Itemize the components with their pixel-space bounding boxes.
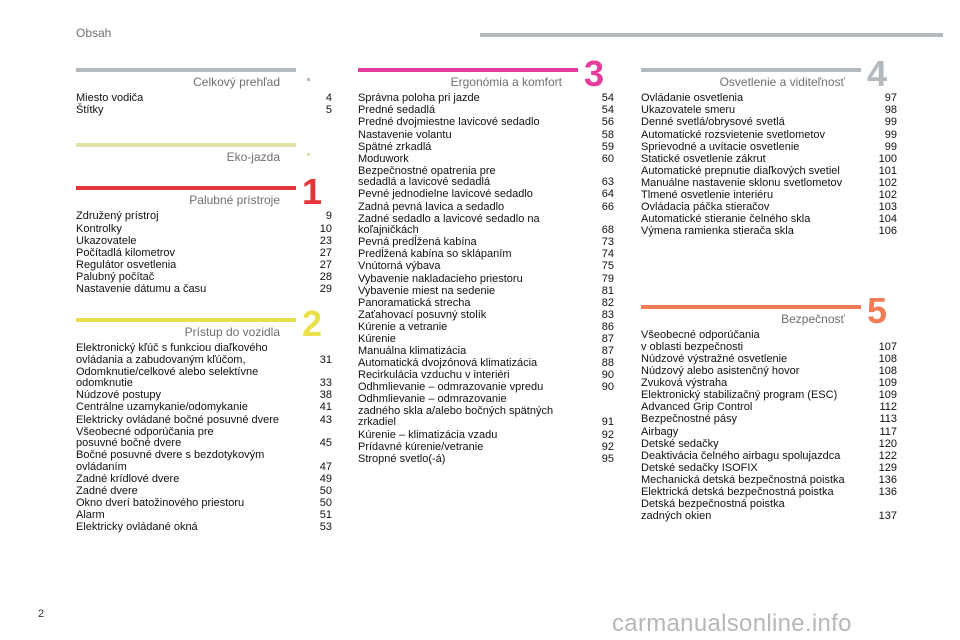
toc-entry-list — [641, 93, 897, 238]
toc-entry[interactable] — [358, 129, 614, 141]
toc-entry[interactable] — [641, 214, 897, 226]
toc-entry-page: 28 — [319, 270, 332, 283]
toc-entry[interactable] — [641, 166, 897, 178]
toc-entry[interactable] — [76, 284, 332, 296]
toc-entry[interactable] — [641, 414, 897, 426]
toc-entry[interactable] — [358, 370, 614, 382]
toc-entry[interactable] — [76, 235, 332, 247]
toc-entry[interactable] — [358, 153, 614, 165]
toc-entry-page: 122 — [878, 449, 897, 462]
toc-entry[interactable] — [641, 330, 897, 354]
toc-entry-title: Mechanická detská bezpečnostná poistka — [641, 473, 845, 486]
section-title[interactable]: Bezpečnosť — [781, 312, 845, 327]
toc-entry-page: 66 — [601, 200, 614, 213]
toc-entry[interactable] — [358, 273, 614, 285]
toc-entry-title: Automatické rozsvietenie svetlometov — [641, 128, 826, 141]
toc-entry[interactable] — [641, 378, 897, 390]
toc-entry-page: 95 — [601, 452, 614, 465]
toc-entry[interactable] — [76, 474, 332, 486]
toc-entry-title: Airbagy — [641, 425, 679, 438]
toc-entry[interactable] — [358, 358, 614, 370]
toc-entry-page: 49 — [319, 472, 332, 485]
toc-entry[interactable] — [76, 522, 332, 534]
toc-entry-page: 58 — [601, 128, 614, 141]
toc-section — [76, 302, 332, 534]
page-header-title: Obsah — [76, 26, 112, 40]
toc-entry[interactable] — [358, 346, 614, 358]
toc-entry-title: Elektronický kľúč s funkciou diaľkového ovládania a zabudovaným kľúčom, — [76, 342, 268, 366]
toc-entry-title: Odhmlievanie – odmrazovanie vpredu — [358, 381, 544, 394]
toc-entry[interactable] — [76, 498, 332, 510]
toc-entry-page: 101 — [878, 164, 897, 177]
toc-entry-list — [76, 211, 332, 296]
section-header — [76, 171, 322, 213]
toc-entry[interactable] — [641, 426, 897, 438]
toc-section — [76, 171, 332, 296]
toc-entry-page: 75 — [601, 260, 614, 273]
toc-entry-title: Núdzový alebo asistenčný hovor — [641, 365, 800, 378]
toc-entry-title: Odomknutie/celkové alebo selektívne odomknutie — [76, 365, 259, 390]
toc-section — [358, 53, 614, 466]
toc-entry[interactable] — [76, 260, 332, 272]
toc-entry-page: 104 — [878, 213, 897, 226]
toc-entry-page: 98 — [884, 104, 897, 117]
toc-entry[interactable] — [76, 486, 332, 498]
toc-entry-title: Predné dvojmiestne lavicové sedadlo — [358, 116, 540, 129]
toc-entry[interactable] — [76, 247, 332, 259]
toc-entry-title: Elektrická detská bezpečnostná poistka — [641, 486, 834, 499]
toc-entry-page: 87 — [601, 332, 614, 345]
toc-entry-page: 74 — [601, 248, 614, 261]
section-number: 5 — [866, 290, 887, 332]
toc-entry-page: 99 — [884, 116, 897, 129]
toc-entry-page: 120 — [878, 437, 897, 450]
toc-entry-page: 41 — [319, 401, 332, 414]
toc-section — [641, 53, 897, 238]
toc-entry[interactable] — [358, 189, 614, 201]
toc-entry-page: 136 — [878, 486, 897, 499]
toc-entry-page: 102 — [878, 189, 897, 202]
toc-entry-title: Bočné posuvné dvere s bezdotykovým ovládaním — [76, 449, 265, 473]
toc-entry[interactable] — [76, 105, 332, 117]
toc-entry-page: 91 — [601, 416, 614, 429]
toc-entry-title: Alarm — [76, 509, 105, 522]
toc-entry-page: 103 — [878, 201, 897, 214]
section-title[interactable]: Eko-jazda — [226, 150, 280, 165]
toc-entry[interactable] — [358, 285, 614, 297]
toc-section — [76, 143, 332, 166]
toc-entry-title: Okno dverí batožinového priestoru — [76, 496, 245, 509]
toc-entry[interactable] — [358, 297, 614, 309]
toc-entry-title: Elektricky ovládané okná — [76, 521, 198, 534]
toc-entry-page: 106 — [878, 225, 897, 238]
toc-entry-page: 50 — [319, 496, 332, 509]
toc-column-3 — [641, 53, 897, 522]
toc-column-1 — [76, 68, 332, 534]
toc-entry-title: Kúrenie a vetranie — [358, 320, 448, 333]
toc-entry[interactable] — [76, 390, 332, 402]
toc-entry-page: 54 — [601, 104, 614, 117]
toc-entry-page: 23 — [319, 234, 332, 247]
toc-entry-page: 4 — [325, 92, 332, 105]
toc-entry-title: Moduwork — [358, 152, 409, 165]
section-number: 3 — [583, 53, 604, 94]
toc-entry-title: Automatické prepnutie diaľkových svetiel — [641, 164, 840, 177]
toc-entry-title: Panoramatická strecha — [358, 296, 471, 309]
toc-entry-title: Nastavenie dátumu a času — [76, 283, 207, 296]
toc-entry-page: 54 — [601, 92, 614, 105]
toc-entry[interactable] — [76, 450, 332, 474]
toc-entry-page: 92 — [601, 428, 614, 441]
toc-column-2 — [358, 53, 614, 466]
toc-entry-title: Núdzové výstražné osvetlenie — [641, 353, 788, 366]
section-header — [76, 302, 322, 344]
toc-entry[interactable] — [76, 510, 332, 522]
toc-entry-title: Recirkulácia vzduchu v interiéri — [358, 369, 510, 382]
toc-entry-title: Palubný počítač — [76, 270, 155, 283]
toc-entry-title: Detské sedačky — [641, 437, 719, 450]
toc-entry-page: 68 — [601, 224, 614, 237]
toc-entry[interactable] — [641, 499, 897, 523]
toc-entry-page: 102 — [878, 176, 897, 189]
toc-entry[interactable] — [358, 334, 614, 346]
toc-entry-title: Regulátor osvetlenia — [76, 258, 177, 271]
toc-entry-title: Počítadlá kilometrov — [76, 246, 176, 259]
toc-entry[interactable] — [641, 226, 897, 238]
toc-entry-page: 53 — [319, 521, 332, 534]
toc-entry-title: Vybavenie miest na sedenie — [358, 284, 496, 297]
section-title[interactable]: Prístup do vozidla — [184, 324, 280, 339]
toc-entry[interactable] — [358, 394, 614, 429]
toc-entry-title: Detská bezpečnostná poistka zadných okien — [641, 498, 785, 522]
section-header — [76, 72, 296, 91]
toc-entry-title: Odhmlievanie – odmrazovanie zadného skla a/alebo bočných spätných zrkadiel — [358, 393, 554, 429]
toc-entry[interactable] — [76, 211, 332, 223]
toc-entry-title: Štítky — [76, 104, 104, 117]
toc-entry-page: 50 — [319, 484, 332, 497]
toc-entry[interactable] — [358, 382, 614, 394]
toc-entry-title: Denné svetlá/obrysové svetlá — [641, 116, 785, 129]
toc-entry-page: 38 — [319, 389, 332, 402]
toc-entry[interactable] — [641, 450, 897, 462]
section-header — [641, 53, 887, 94]
section-number: 2 — [301, 302, 322, 344]
toc-entry-page: 9 — [325, 210, 332, 223]
toc-entry-title: Sprievodné a uvítacie osvetlenie — [641, 140, 800, 153]
toc-entry-title: Výmena ramienka stierača skla — [641, 225, 794, 238]
toc-entry[interactable] — [641, 487, 897, 499]
toc-entry-title: Automatické stieranie čelného skla — [641, 213, 811, 226]
section-title[interactable]: Palubné prístroje — [189, 193, 280, 208]
toc-entry-page: 90 — [601, 381, 614, 394]
toc-entry[interactable] — [641, 129, 897, 141]
toc-entry[interactable] — [641, 475, 897, 487]
toc-entry-title: Kúrenie — [358, 332, 396, 345]
section-title[interactable]: Osvetlenie a viditeľnosť — [719, 75, 845, 89]
toc-entry-title: Ukazovatele — [76, 234, 137, 247]
toc-entry-page: 113 — [879, 413, 897, 426]
toc-entry[interactable] — [76, 426, 332, 450]
toc-entry[interactable] — [641, 202, 897, 214]
toc-entry-title: Združený prístroj — [76, 210, 159, 223]
toc-entry-title: Elektricky ovládané bočné posuvné dvere — [76, 413, 280, 426]
toc-entry-page: 97 — [884, 92, 897, 105]
toc-entry[interactable] — [641, 153, 897, 165]
toc-entry[interactable] — [641, 93, 897, 105]
toc-entry-page: 60 — [601, 152, 614, 165]
toc-entry-title: Pevné jednodielne lavicové sedadlo — [358, 188, 533, 201]
toc-entry-page: 73 — [601, 236, 614, 249]
toc-entry-title: Ovládacia páčka stieračov — [641, 201, 770, 214]
toc-entry-page: 100 — [878, 152, 897, 165]
toc-entry[interactable] — [76, 272, 332, 284]
section-marker-dot — [307, 153, 310, 156]
toc-entry-page: 63 — [601, 176, 614, 189]
toc-entry-title: Zadná pevná lavica a sedadlo — [358, 200, 505, 213]
toc-entry-page: 99 — [884, 128, 897, 141]
toc-entry[interactable] — [641, 190, 897, 202]
toc-entry-title: Manuálne nastavenie sklonu svetlometov — [641, 176, 843, 189]
toc-entry-title: Vybavenie nakladacieho priestoru — [358, 272, 523, 285]
toc-entry[interactable] — [358, 213, 614, 237]
toc-entry-title: Advanced Grip Control — [641, 401, 753, 414]
toc-entry-title: Pevná predĺžená kabína — [358, 236, 477, 249]
toc-entry-title: Zadné dvere — [76, 484, 138, 497]
toc-entry-page: 27 — [319, 246, 332, 259]
toc-entry-title: Kontrolky — [76, 222, 122, 235]
toc-entry-page: 27 — [319, 258, 332, 271]
toc-entry-page: 82 — [601, 296, 614, 309]
toc-entry-page: 99 — [884, 140, 897, 153]
toc-entry-page: 88 — [601, 357, 614, 370]
toc-entry-title: Všeobecné odporúčania pre posuvné bočné dvere — [76, 425, 214, 450]
toc-entry-title: Miesto vodiča — [76, 92, 144, 105]
toc-entry-title: Deaktivácia čelného airbagu spolujazdca — [641, 449, 841, 462]
toc-section — [641, 290, 897, 522]
toc-entry-page: 81 — [601, 284, 614, 297]
toc-entry-title: Predĺžená kabína so sklápaním — [358, 248, 512, 261]
toc-entry-title: Kúrenie – klimatizácia vzadu — [358, 428, 498, 441]
toc-entry-page: 51 — [319, 509, 332, 522]
toc-entry[interactable] — [641, 354, 897, 366]
section-title[interactable]: Celkový prehľad — [193, 75, 280, 89]
toc-entry-page: 107 — [878, 340, 897, 353]
toc-entry-page: 92 — [601, 440, 614, 453]
toc-entry-page: 79 — [601, 272, 614, 285]
toc-entry[interactable] — [358, 429, 614, 441]
toc-entry-page: 83 — [601, 308, 614, 321]
toc-entry[interactable] — [358, 261, 614, 273]
toc-entry-title: Nastavenie volantu — [358, 128, 452, 141]
toc-entry[interactable] — [76, 93, 332, 105]
toc-entry-page: 33 — [319, 377, 332, 390]
toc-entry-page: 90 — [601, 369, 614, 382]
toc-entry[interactable] — [358, 141, 614, 153]
toc-entry-page: 117 — [879, 425, 897, 438]
toc-entry-page: 129 — [878, 461, 897, 474]
toc-entry-title: Detské sedačky ISOFIX — [641, 461, 758, 474]
toc-entry-page: 45 — [319, 437, 332, 450]
toc-entry[interactable] — [358, 249, 614, 261]
toc-entry[interactable] — [358, 93, 614, 105]
toc-entry[interactable] — [358, 322, 614, 334]
toc-entry-page: 10 — [319, 222, 332, 235]
toc-entry-title: Predné sedadlá — [358, 104, 436, 117]
toc-entry[interactable] — [76, 223, 332, 235]
toc-entry-page: 47 — [319, 460, 332, 473]
section-header — [76, 147, 296, 166]
toc-entry-title: Centrálne uzamykanie/odomykanie — [76, 401, 248, 414]
toc-entry-list — [76, 93, 332, 117]
section-number: 1 — [301, 171, 322, 213]
toc-entry-page: 109 — [878, 389, 897, 402]
toc-entry-page: 59 — [601, 140, 614, 153]
page-number: 2 — [38, 608, 45, 620]
toc-section — [76, 68, 332, 117]
toc-entry-title: Stropné svetlo(-á) — [358, 452, 446, 465]
toc-entry-title: Automatická dvojzónová klimatizácia — [358, 357, 538, 370]
toc-entry-page: 29 — [319, 283, 332, 296]
toc-entry-title: Spätné zrkadlá — [358, 140, 432, 153]
toc-entry-page: 108 — [878, 365, 897, 378]
toc-entry-page: 87 — [601, 345, 614, 358]
toc-entry[interactable] — [641, 141, 897, 153]
toc-entry[interactable] — [358, 166, 614, 190]
toc-entry[interactable] — [358, 453, 614, 465]
toc-entry-title: Statické osvetlenie zákrut — [641, 152, 766, 165]
toc-entry[interactable] — [358, 105, 614, 117]
toc-entry-title: Zadné krídlové dvere — [76, 472, 180, 485]
section-title[interactable]: Ergonómia a komfort — [450, 75, 562, 89]
toc-entry[interactable] — [76, 366, 332, 390]
toc-entry-title: Núdzové postupy — [76, 389, 161, 402]
toc-entry-list — [641, 330, 897, 522]
toc-entry-page: 43 — [319, 413, 332, 426]
toc-entry-title: Bezpečnostné pásy — [641, 413, 738, 426]
toc-entry-page: 64 — [601, 188, 614, 201]
toc-entry[interactable] — [641, 402, 897, 414]
section-number: 4 — [866, 53, 887, 94]
toc-entry-title: Manuálna klimatizácia — [358, 345, 467, 358]
toc-entry-title: Elektronický stabilizačný program (ESC) — [641, 389, 838, 402]
toc-entry[interactable] — [358, 441, 614, 453]
toc-entry-title: Ukazovatele smeru — [641, 104, 736, 117]
toc-entry[interactable] — [641, 390, 897, 402]
toc-entry[interactable] — [76, 402, 332, 414]
toc-entry-page: 137 — [878, 509, 897, 522]
toc-entry-page: 112 — [879, 401, 897, 414]
toc-entry-title: Tlmené osvetlenie interiéru — [641, 189, 774, 202]
toc-entry[interactable] — [641, 366, 897, 378]
section-header — [641, 290, 887, 332]
toc-entry[interactable] — [641, 438, 897, 450]
toc-entry[interactable] — [358, 117, 614, 129]
toc-entry[interactable] — [641, 178, 897, 190]
header-divider — [480, 33, 943, 37]
toc-entry-title: Všeobecné odporúčania v oblasti bezpečnosti — [641, 329, 760, 353]
toc-entry-list — [76, 343, 332, 534]
toc-entry-page: 86 — [601, 320, 614, 333]
toc-entry[interactable] — [358, 201, 614, 213]
toc-entry[interactable] — [76, 414, 332, 426]
toc-entry-list — [358, 93, 614, 466]
toc-entry-page: 56 — [601, 116, 614, 129]
toc-entry-page: 5 — [325, 104, 332, 117]
toc-entry-title: Vnútorná výbava — [358, 260, 441, 273]
toc-entry-page: 108 — [878, 353, 897, 366]
toc-entry[interactable] — [641, 463, 897, 475]
section-header — [358, 53, 604, 94]
toc-entry-page: 109 — [878, 377, 897, 390]
watermark: carmanualsonline.info — [612, 610, 852, 637]
toc-entry[interactable] — [641, 117, 897, 129]
toc-entry-page: 31 — [319, 353, 332, 366]
toc-entry-page: 136 — [878, 473, 897, 486]
toc-entry-title: Ovládanie osvetlenia — [641, 92, 744, 105]
section-marker-dot — [307, 78, 310, 81]
toc-entry[interactable] — [76, 343, 332, 367]
toc-entry[interactable] — [358, 310, 614, 322]
toc-entry-title: Zaťahovací posuvný stolík — [358, 308, 487, 321]
toc-entry-title: Zadné sedadlo a lavicové sedadlo na koľajničkách — [358, 212, 540, 237]
toc-entry-title: Zvuková výstraha — [641, 377, 728, 390]
toc-entry-title: Bezpečnostné opatrenia pre sedadlá a lavicové sedadlá — [358, 164, 496, 189]
toc-entry-title: Prídavné kúrenie/vetranie — [358, 440, 484, 453]
toc-entry[interactable] — [641, 105, 897, 117]
toc-entry-title: Správna poloha pri jazde — [358, 92, 480, 105]
